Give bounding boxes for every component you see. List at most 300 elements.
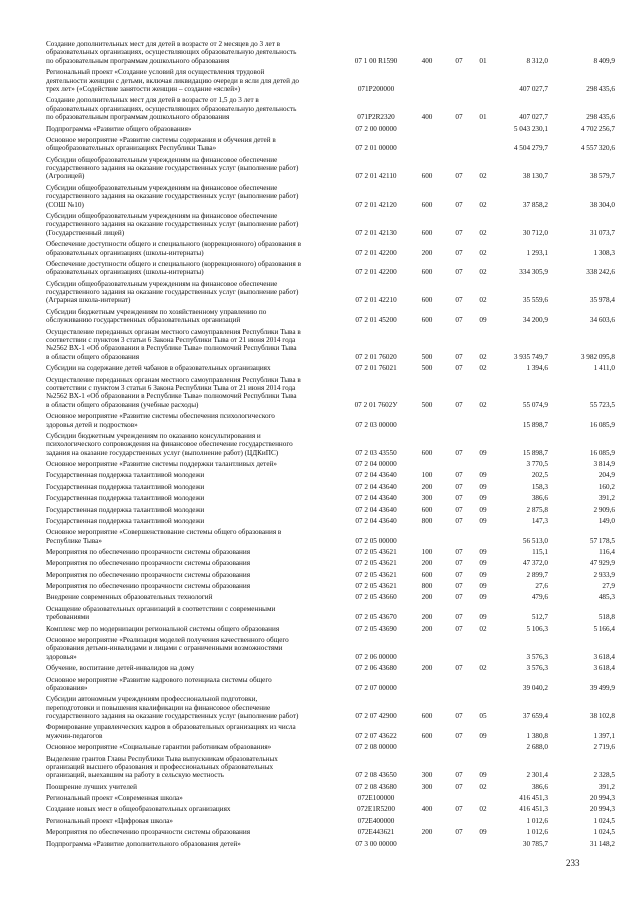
code-vr: 200 xyxy=(421,828,433,837)
code-csr: 07 2 04 00000 xyxy=(355,460,397,469)
table-row xyxy=(0,506,640,514)
code-vr: 500 xyxy=(421,400,433,409)
table-row xyxy=(0,240,640,257)
row-name xyxy=(46,125,334,133)
table-row xyxy=(0,40,640,65)
table-row xyxy=(0,664,640,672)
code-csr: 071P200000 xyxy=(357,84,395,93)
code-csr: 07 2 06 00000 xyxy=(355,652,397,661)
table-row xyxy=(0,136,640,153)
row-name xyxy=(46,376,334,410)
code-vr: 200 xyxy=(421,482,433,491)
row-name xyxy=(46,308,334,325)
table-row xyxy=(0,559,640,567)
amount-year1: 1 012,6 xyxy=(526,828,548,837)
amount-year2: 31 073,7 xyxy=(589,228,615,237)
row-name xyxy=(46,828,334,836)
amount-year2: 1 411,0 xyxy=(593,364,615,373)
amount-year2: 2 909,6 xyxy=(593,505,615,514)
amount-year2: 38 304,0 xyxy=(589,200,615,209)
row-name xyxy=(46,840,334,848)
row-name-line: Субсидии общеобразовательным учреждениям на финансовое обеспечение xyxy=(46,155,278,164)
code-csr: 07 2 01 00000 xyxy=(355,144,397,153)
amount-year2: 204,9 xyxy=(598,471,615,480)
code-rz: 07 xyxy=(455,316,463,325)
row-name-line: Комплекс мер по модернизации региональной системы общего образования xyxy=(46,624,280,633)
row-name-line: Субсидии общеобразовательным учреждениям на финансовое обеспечение xyxy=(46,183,278,192)
code-csr: 07 2 04 43640 xyxy=(355,482,397,491)
row-name-line: Республике Тыва» xyxy=(46,536,102,545)
row-name-line: Субсидии бюджетным учреждениям по оказанию консультирования и xyxy=(46,431,261,440)
amount-year2: 47 929,9 xyxy=(589,559,615,568)
code-vr: 600 xyxy=(421,172,433,181)
row-name-line: Основное мероприятие «Реализация моделей получения качественного общего xyxy=(46,635,289,644)
amount-year1: 37 858,2 xyxy=(522,200,548,209)
amount-year1: 55 074,9 xyxy=(522,400,548,409)
row-name xyxy=(46,494,334,502)
row-name xyxy=(46,559,334,567)
table-row xyxy=(0,68,640,93)
code-vr: 800 xyxy=(421,582,433,591)
row-name-line: общеобразовательных организациях Республики Тыва» xyxy=(46,144,217,153)
code-pr: 09 xyxy=(479,482,487,491)
row-name-line: Субсидии общеобразовательным учреждениям на финансовое обеспечение xyxy=(46,211,278,220)
amount-year2: 34 603,6 xyxy=(589,316,615,325)
amount-year1: 3 576,3 xyxy=(526,664,548,673)
row-name-line: Основное мероприятие «Развитие системы обеспечения психологического xyxy=(46,412,275,421)
code-csr: 072E1R5200 xyxy=(357,805,395,814)
row-name-line: Формирование управленческих кадров в образовательных организациях из числа xyxy=(46,723,296,732)
code-pr: 09 xyxy=(479,771,487,780)
code-vr: 600 xyxy=(421,268,433,277)
row-name-line: деятельности женщин с детьми, включая ликвидацию очереди в ясли для детей до xyxy=(46,76,300,85)
row-name xyxy=(46,743,334,751)
code-pr: 09 xyxy=(479,613,487,622)
amount-year2: 57 178,5 xyxy=(589,536,615,545)
amount-year2: 3 618,4 xyxy=(593,652,615,661)
code-pr: 09 xyxy=(479,731,487,740)
table-row xyxy=(0,548,640,556)
code-rz: 07 xyxy=(455,712,463,721)
row-name xyxy=(46,605,334,622)
row-name-line: Осуществление переданных органам местного самоуправления Республики Тыва в xyxy=(46,375,301,384)
row-name xyxy=(46,412,334,429)
code-rz: 07 xyxy=(455,613,463,622)
table-row xyxy=(0,517,640,525)
amount-year2: 1 024,5 xyxy=(593,828,615,837)
amount-year2: 8 409,9 xyxy=(593,56,615,65)
row-name-line: государственного задания на оказание государственных услуг (выполнение работ) xyxy=(46,220,299,229)
code-pr: 09 xyxy=(479,494,487,503)
amount-year2: 38 579,7 xyxy=(589,172,615,181)
amount-year1: 416 451,3 xyxy=(519,805,548,814)
amount-year1: 202,5 xyxy=(531,471,548,480)
row-name xyxy=(46,794,334,802)
code-csr: 07 2 06 43680 xyxy=(355,664,397,673)
row-name xyxy=(46,723,334,740)
row-name-line: Мероприятия по обеспечению прозрачности системы образования xyxy=(46,559,251,568)
row-name xyxy=(46,156,334,181)
amount-year2: 3 618,4 xyxy=(593,664,615,673)
table-row xyxy=(0,528,640,545)
row-name-line: Региональный проект «Создание условий для осуществления трудовой xyxy=(46,68,265,77)
row-name xyxy=(46,328,334,362)
amount-year1: 512,7 xyxy=(531,613,548,622)
code-rz: 07 xyxy=(455,624,463,633)
code-csr: 07 2 03 00000 xyxy=(355,420,397,429)
row-name-line: государственного задания на оказание государственных услуг (выполнение работ) xyxy=(46,712,299,721)
amount-year2: 4 557 320,6 xyxy=(580,144,615,153)
page-number: 233 xyxy=(566,858,580,868)
code-vr: 600 xyxy=(421,505,433,514)
row-name-line: Обеспечение доступности общего и специального (коррекционного) образования в xyxy=(46,240,301,249)
code-rz: 07 xyxy=(455,505,463,514)
code-pr: 05 xyxy=(479,712,487,721)
row-name xyxy=(46,280,334,305)
table-row xyxy=(0,783,640,791)
amount-year1: 35 559,6 xyxy=(522,296,548,305)
row-name-line: образовательных организациях, осуществляющих образовательную деятельность xyxy=(46,104,297,113)
code-pr: 01 xyxy=(479,113,487,122)
row-name xyxy=(46,805,334,813)
row-name-line: (СОШ №10) xyxy=(46,200,84,209)
table-row xyxy=(0,156,640,181)
code-csr: 07 2 05 43621 xyxy=(355,548,397,557)
code-pr: 09 xyxy=(479,516,487,525)
code-csr: 07 2 03 43550 xyxy=(355,448,397,457)
amount-year1: 147,3 xyxy=(531,516,548,525)
table-row xyxy=(0,828,640,836)
code-csr: 07 2 01 42120 xyxy=(355,200,397,209)
table-row xyxy=(0,755,640,780)
code-rz: 07 xyxy=(455,771,463,780)
table-row xyxy=(0,184,640,209)
code-vr: 200 xyxy=(421,593,433,602)
row-name-line: Государственная поддержка талантливой молодежи xyxy=(46,505,205,514)
code-vr: 100 xyxy=(421,548,433,557)
amount-year2: 518,8 xyxy=(598,613,615,622)
row-name xyxy=(46,471,334,479)
row-name-line: мужчин-педагогов xyxy=(46,731,103,740)
row-name xyxy=(46,184,334,209)
amount-year1: 56 513,0 xyxy=(522,536,548,545)
table-row xyxy=(0,412,640,429)
code-csr: 07 2 04 43640 xyxy=(355,516,397,525)
code-rz: 07 xyxy=(455,782,463,791)
code-rz: 07 xyxy=(455,582,463,591)
amount-year1: 115,1 xyxy=(532,548,548,557)
row-name-line: Основное мероприятие «Развитие системы поддержки талантливых детей» xyxy=(46,460,277,469)
code-vr: 600 xyxy=(421,448,433,457)
row-name-line: здоровья детей и подростков» xyxy=(46,420,138,429)
row-name-line: в области общего образования xyxy=(46,352,140,361)
amount-year2: 1 024,5 xyxy=(593,816,615,825)
row-name-line: (Агролицей) xyxy=(46,172,85,181)
row-name-line: трех лет» («Содействие занятости женщин – создание «яслей») xyxy=(46,84,241,93)
code-csr: 071P2R2320 xyxy=(357,113,395,122)
code-csr: 072E100000 xyxy=(357,794,395,803)
row-name-line: требованиями xyxy=(46,613,90,622)
code-pr: 02 xyxy=(479,782,487,791)
amount-year2: 3 982 095,8 xyxy=(580,352,615,361)
row-name-line: Субсидии на содержание детей чабанов в образовательных организациях xyxy=(46,364,271,373)
code-rz: 07 xyxy=(455,248,463,257)
code-rz: 07 xyxy=(455,516,463,525)
code-csr: 07 2 01 42110 xyxy=(355,172,397,181)
amount-year2: 20 994,3 xyxy=(589,794,615,803)
code-vr: 200 xyxy=(421,559,433,568)
code-pr: 02 xyxy=(479,805,487,814)
table-row xyxy=(0,460,640,468)
amount-year2: 485,3 xyxy=(598,593,615,602)
code-csr: 07 2 05 43660 xyxy=(355,593,397,602)
code-csr: 07 2 08 43680 xyxy=(355,782,397,791)
row-name xyxy=(46,460,334,468)
table-row xyxy=(0,676,640,693)
code-rz: 07 xyxy=(455,559,463,568)
table-row xyxy=(0,471,640,479)
code-csr: 07 3 00 00000 xyxy=(355,839,397,848)
code-csr: 07 2 01 45200 xyxy=(355,316,397,325)
row-name-line: Подпрограмма «Развитие дополнительного образования детей» xyxy=(46,839,241,848)
row-name xyxy=(46,582,334,590)
amount-year1: 27,6 xyxy=(535,582,548,591)
amount-year1: 5 106,3 xyxy=(526,624,548,633)
table-row xyxy=(0,483,640,491)
amount-year1: 47 372,0 xyxy=(522,559,548,568)
amount-year1: 4 504 279,7 xyxy=(513,144,548,153)
code-csr: 07 2 01 76020 xyxy=(355,352,397,361)
amount-year2: 391,2 xyxy=(598,782,615,791)
code-vr: 300 xyxy=(421,494,433,503)
code-pr: 02 xyxy=(479,248,487,257)
table-row xyxy=(0,571,640,579)
row-name xyxy=(46,676,334,693)
row-name-line: Государственная поддержка талантливой молодежи xyxy=(46,494,205,503)
row-name-line: организаций, выехавшим на работу в сельскую местность xyxy=(46,771,224,780)
row-name-line: Региональный проект «Современная школа» xyxy=(46,794,183,803)
amount-year1: 2 688,0 xyxy=(526,743,548,752)
row-name-line: государственного задания на оказание государственных услуг (выполнение работ) xyxy=(46,192,299,201)
row-name-line: Субсидии общеобразовательным учреждениям на финансовое обеспечение xyxy=(46,279,278,288)
row-name-line: государственного задания на оказание государственных услуг (выполнение работ) xyxy=(46,164,299,173)
amount-year2: 38 102,8 xyxy=(589,712,615,721)
row-name-line: Государственная поддержка талантливой молодежи xyxy=(46,471,205,480)
row-name-line: Внедрение современных образовательных технологий xyxy=(46,593,213,602)
code-csr: 07 2 05 43621 xyxy=(355,582,397,591)
row-name-line: Основное мероприятие «Развитие системы содержания и обучения детей в xyxy=(46,135,276,144)
row-name xyxy=(46,483,334,491)
table-row xyxy=(0,212,640,237)
row-name xyxy=(46,517,334,525)
row-name xyxy=(46,755,334,780)
code-vr: 300 xyxy=(421,771,433,780)
amount-year1: 1 394,6 xyxy=(526,364,548,373)
row-name-line: Мероприятия по обеспечению прозрачности системы образования xyxy=(46,570,251,579)
row-name-line: образования детьми-инвалидами и лицами с ограниченными возможностями xyxy=(46,644,283,653)
code-rz: 07 xyxy=(455,352,463,361)
row-name xyxy=(46,625,334,633)
amount-year1: 8 312,0 xyxy=(526,56,548,65)
row-name-line: соответствии с пунктом 3 статьи 6 Закона Республики Тыва от 21 июня 2014 года xyxy=(46,336,296,344)
code-csr: 07 2 01 76021 xyxy=(355,364,397,373)
amount-year2: 39 499,9 xyxy=(589,683,615,692)
amount-year1: 479,6 xyxy=(531,593,548,602)
code-pr: 09 xyxy=(479,448,487,457)
row-name-line: организаций высшего образования и профессиональных образовательных xyxy=(46,763,274,771)
code-vr: 200 xyxy=(421,664,433,673)
amount-year1: 407 027,7 xyxy=(519,84,548,93)
table-row xyxy=(0,432,640,457)
table-row xyxy=(0,794,640,802)
row-name xyxy=(46,817,334,825)
code-pr: 09 xyxy=(479,548,487,557)
amount-year2: 31 148,2 xyxy=(589,839,615,848)
row-name-line: обслуживанию государственных образовательных организаций xyxy=(46,316,241,325)
amount-year1: 416 451,3 xyxy=(519,794,548,803)
code-pr: 09 xyxy=(479,316,487,325)
code-pr: 09 xyxy=(479,593,487,602)
row-name-line: по образовательным программам дошкольного образования xyxy=(46,113,230,122)
code-csr: 07 2 05 43670 xyxy=(355,613,397,622)
table-row xyxy=(0,308,640,325)
code-vr: 800 xyxy=(421,516,433,525)
table-row xyxy=(0,582,640,590)
amount-year2: 16 085,9 xyxy=(589,420,615,429)
table-row xyxy=(0,260,640,277)
amount-year2: 20 994,3 xyxy=(589,805,615,814)
code-csr: 07 2 04 43640 xyxy=(355,494,397,503)
code-rz: 07 xyxy=(455,731,463,740)
row-name-line: №2562 ВХ-1 «Об образовании в Республике Тыва» полномочий Республики Тыва xyxy=(46,344,297,353)
code-pr: 09 xyxy=(479,582,487,591)
code-vr: 600 xyxy=(421,296,433,305)
row-name xyxy=(46,68,334,93)
table-row xyxy=(0,840,640,848)
code-rz: 07 xyxy=(455,805,463,814)
row-name-line: в области общего образования (учебные расходы) xyxy=(46,400,199,409)
row-name-line: Субсидии автономным учреждениям профессиональной подготовки, xyxy=(46,695,258,704)
amount-year2: 55 723,5 xyxy=(589,400,615,409)
code-vr: 600 xyxy=(421,200,433,209)
row-name-line: Создание новых мест в общеобразовательных организациях xyxy=(46,805,231,814)
code-rz: 07 xyxy=(455,56,463,65)
row-name-line: Основное мероприятие «Развитие кадрового потенциала системы общего xyxy=(46,675,272,684)
amount-year2: 1 308,3 xyxy=(593,248,615,257)
code-vr: 400 xyxy=(421,56,433,65)
code-csr: 07 2 05 43621 xyxy=(355,559,397,568)
code-vr: 300 xyxy=(421,782,433,791)
amount-year2: 4 702 256,7 xyxy=(580,124,615,133)
code-csr: 07 2 04 43640 xyxy=(355,505,397,514)
amount-year1: 1 380,8 xyxy=(526,731,548,740)
amount-year2: 149,0 xyxy=(598,516,615,525)
row-name-line: Государственная поддержка талантливой молодежи xyxy=(46,482,205,491)
amount-year1: 407 027,7 xyxy=(519,113,548,122)
code-vr: 500 xyxy=(421,364,433,373)
code-pr: 09 xyxy=(479,559,487,568)
amount-year1: 3 935 749,7 xyxy=(513,352,548,361)
amount-year2: 160,2 xyxy=(598,482,615,491)
row-name xyxy=(46,695,334,720)
code-csr: 07 2 05 00000 xyxy=(355,536,397,545)
table-row xyxy=(0,364,640,372)
row-name-line: Основное мероприятие «Совершенствование системы общего образования в xyxy=(46,528,282,537)
row-name-line: переподготовки и повышения квалификации на финансовое обеспечение xyxy=(46,703,271,712)
code-pr: 02 xyxy=(479,364,487,373)
code-vr: 400 xyxy=(421,113,433,122)
row-name-line: Государственная поддержка талантливой молодежи xyxy=(46,516,205,525)
amount-year1: 2 301,4 xyxy=(526,771,548,780)
amount-year1: 38 130,7 xyxy=(522,172,548,181)
table-row xyxy=(0,376,640,410)
amount-year1: 39 040,2 xyxy=(522,683,548,692)
code-vr: 400 xyxy=(421,805,433,814)
code-vr: 200 xyxy=(421,248,433,257)
table-row xyxy=(0,593,640,601)
code-rz: 07 xyxy=(455,400,463,409)
amount-year2: 2 933,9 xyxy=(593,570,615,579)
row-name-line: Осуществление переданных органам местного самоуправления Республики Тыва в xyxy=(46,327,301,336)
code-csr: 07 2 07 43622 xyxy=(355,731,397,740)
row-name xyxy=(46,96,334,121)
row-name xyxy=(46,136,334,153)
row-name-line: Мероприятия по обеспечению прозрачности системы образования xyxy=(46,582,251,591)
table-row xyxy=(0,636,640,661)
code-csr: 07 2 08 43650 xyxy=(355,771,397,780)
row-name-line: образования» xyxy=(46,683,88,692)
amount-year2: 2 328,5 xyxy=(593,771,615,780)
table-row xyxy=(0,723,640,740)
row-name xyxy=(46,212,334,237)
amount-year2: 298 435,6 xyxy=(586,84,615,93)
code-vr: 500 xyxy=(421,352,433,361)
row-name-line: здоровья» xyxy=(46,652,77,661)
row-name-line: Субсидии бюджетным учреждениям по хозяйственному управлению по xyxy=(46,307,267,316)
row-name-line: образовательных организациях, осуществляющих образовательную деятельность xyxy=(46,48,297,57)
code-csr: 07 2 08 00000 xyxy=(355,743,397,752)
amount-year1: 2 899,7 xyxy=(526,570,548,579)
amount-year1: 334 305,9 xyxy=(519,268,548,277)
code-pr: 02 xyxy=(479,400,487,409)
amount-year1: 37 659,4 xyxy=(522,712,548,721)
row-name-line: Оснащение образовательных организаций в соответствии с современными xyxy=(46,604,276,613)
amount-year2: 298 435,6 xyxy=(586,113,615,122)
table-row xyxy=(0,695,640,720)
code-rz: 07 xyxy=(455,494,463,503)
amount-year2: 27,9 xyxy=(602,582,615,591)
code-vr: 600 xyxy=(421,316,433,325)
code-vr: 200 xyxy=(421,624,433,633)
code-rz: 07 xyxy=(455,548,463,557)
code-rz: 07 xyxy=(455,482,463,491)
amount-year1: 386,6 xyxy=(531,782,548,791)
code-rz: 07 xyxy=(455,200,463,209)
row-name xyxy=(46,571,334,579)
amount-year1: 15 898,7 xyxy=(522,420,548,429)
code-rz: 07 xyxy=(455,364,463,373)
row-name xyxy=(46,432,334,457)
table-row xyxy=(0,605,640,622)
amount-year2: 3 814,9 xyxy=(593,460,615,469)
table-row xyxy=(0,328,640,362)
row-name xyxy=(46,664,334,672)
code-csr: 07 1 00 R1590 xyxy=(354,56,398,65)
code-rz: 07 xyxy=(455,296,463,305)
row-name-line: соответствии с пунктом 3 статьи 6 Закона Республики Тыва от 21 июня 2014 года xyxy=(46,383,296,392)
table-row xyxy=(0,625,640,633)
amount-year1: 5 043 230,1 xyxy=(513,124,548,133)
